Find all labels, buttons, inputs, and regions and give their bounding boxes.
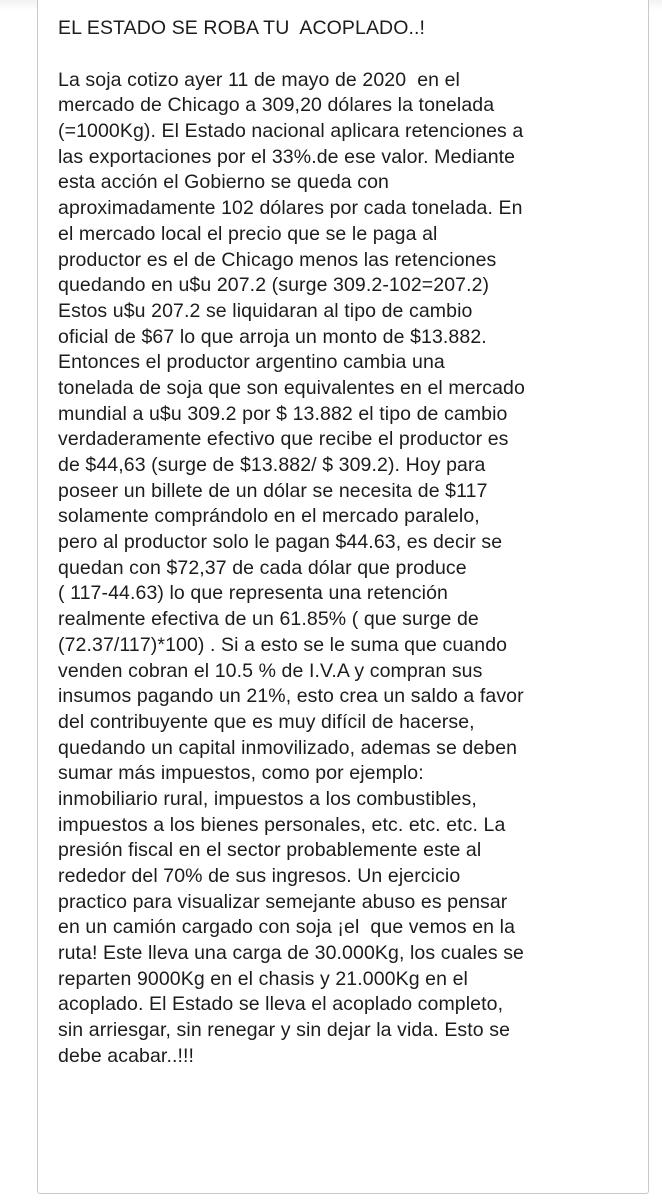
post-text-line: aproximadamente 102 dólares por cada tonelada. En (58, 197, 523, 220)
post-text-line: Estos u$u 207.2 se liquidaran al tipo de cambio (58, 299, 473, 322)
post-text-line: sin arriesgar, sin renegar y sin dejar la vida. Esto se (58, 1019, 511, 1042)
post-text-line: pero al productor solo le pagan $44.63, es decir se (58, 531, 503, 554)
post-text-line: quedando en u$u 207.2 (surge 309.2-102=207.2) (58, 274, 490, 297)
post-text-line: impuestos a los bienes personales, etc. etc. etc. La (58, 813, 506, 836)
post-text-line: de $44,63 (surge de $13.882/ $ 309.2). Hoy para (58, 454, 486, 476)
post-text-line: poseer un billete de un dólar se necesita de $117 (58, 479, 488, 502)
post-title: EL ESTADO SE ROBA TU ACOPLADO..! (58, 17, 426, 39)
post-text-line: verdaderamente efectivo que recibe el productor es (58, 428, 509, 451)
post-text-line: quedan con $72,37 de cada dólar que produce (58, 556, 467, 579)
post-text-line: solamente comprándolo en el mercado paralelo, (58, 505, 480, 528)
post-text-line: debe acabar..!!! (58, 1044, 195, 1067)
post-text-line: (72.37/117)*100) . Si a esto se le suma que cuando (58, 633, 508, 656)
post-text-line: inmobiliario rural, impuestos a los combustibles, (58, 787, 477, 810)
post-text-line: en un camión cargado con soja ¡el que vemos en la (58, 916, 516, 939)
post-text-line: practico para visualizar semejante abuso es pensar (58, 890, 508, 913)
post-text-line: oficial de $67 lo que arroja un monto de $13.882. (58, 325, 487, 348)
post-text-line: del contribuyente que es muy difícil de hacerse, (58, 710, 475, 733)
post-text-line: quedando un capital inmovilizado, ademas se deben (58, 736, 518, 759)
post-text-line: productor es el de Chicago menos las retenciones (58, 248, 497, 271)
post-text-line: realmente efectiva de un 61.85% ( que surge de (58, 608, 479, 631)
post-text-line: insumos pagando un 21%, esto crea un saldo a favor (58, 685, 524, 708)
post-text-line: La soja cotizo ayer 11 de mayo de 2020 en el (58, 68, 460, 91)
post-text-line: ( 117-44.63) lo que representa una retención (58, 582, 448, 605)
post-text-line: ruta! Este lleva una carga de 30.000Kg, los cuales se (58, 942, 525, 965)
post-text-line: tonelada de soja que son equivalentes en el mercado (58, 376, 525, 399)
post-body (58, 16, 658, 1070)
post-text-line: presión fiscal en el sector probablemente este al (58, 839, 482, 862)
post-text-line: acoplado. El Estado se lleva el acoplado completo, (58, 993, 504, 1016)
post-text-line: sumar más impuestos, como por ejemplo: (58, 762, 424, 785)
post-text-line: reparten 9000Kg en el chasis y 21.000Kg en el (58, 967, 468, 990)
post-text-line: mercado de Chicago a 309,20 dólares la tonelada (58, 94, 495, 117)
post-text-line: las exportaciones por el 33%.de ese valor. Mediante (58, 145, 516, 168)
post-text-line: Entonces el productor argentino cambia una (58, 351, 445, 374)
post-text-line: rededor del 70% de sus ingresos. Un ejercicio (58, 865, 461, 887)
post-text-line: (=1000Kg). El Estado nacional aplicara retenciones a (58, 120, 524, 143)
post-text-line: venden cobran el 10.5 % de I.V.A y compran sus (58, 659, 483, 682)
post-text-line: mundial a u$u 309.2 por $ 13.882 el tipo de cambio (58, 402, 508, 425)
post-text-line: esta acción el Gobierno se queda con (58, 171, 389, 194)
post-text (58, 68, 658, 1070)
post-text-line: el mercado local el precio que se le paga al (58, 222, 438, 245)
